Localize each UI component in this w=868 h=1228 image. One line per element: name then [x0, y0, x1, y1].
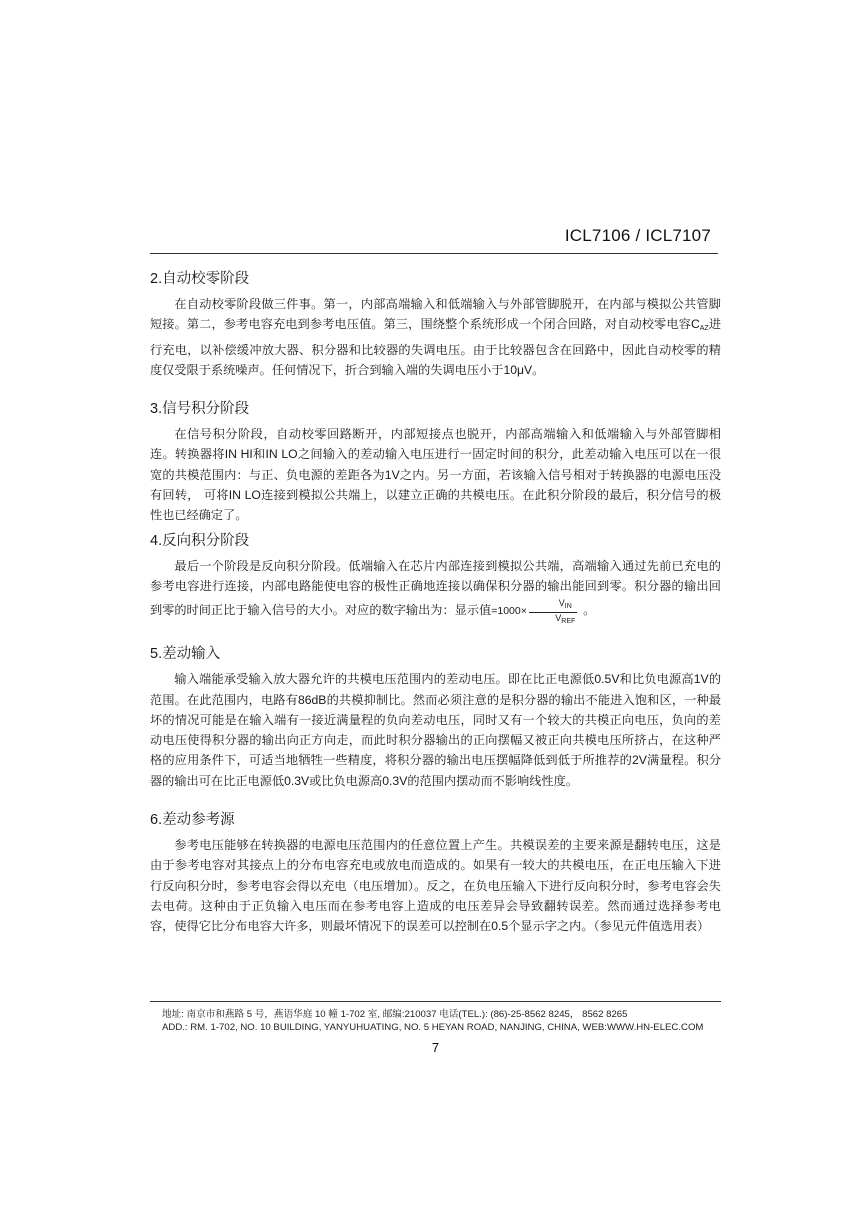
text-run: 满量程。积分器的输出可在比正电源低: [150, 753, 722, 788]
section-number: 3.: [150, 401, 163, 418]
section-paragraph: [150, 835, 721, 936]
section-signal-integrate: [150, 398, 721, 525]
text-run: 连接到模拟公共端上，以建立正确的共模电压。在此积分阶段的最后，积分信号的极性也已经确定了。: [150, 488, 722, 523]
section-title: 信号积分阶段: [162, 401, 250, 418]
symbol-c: C: [690, 317, 700, 332]
term: 0.3V: [284, 773, 310, 788]
text-run: 之内。另一方面，若该输入信号相对于转换器的电源电压没有回转， 可将: [150, 467, 722, 503]
section-heading: [150, 809, 721, 831]
text-run: 参考电压能够在转换器的电源电压范围内的任意位置上产生。共模误差的主要来源是翻转电压，这是由于参考电容对其接点上的分布电容充电或放电而造成的。如果有一较大的共模电压，在正电压输入下进行反向积分时，参考电容会得以充电（电压增加）。反之，在负电压输入下进行反向积分时，参考电容会失去电荷。这种由于正负输入电压而在参考电容上造成的电压差异会导致翻转误差。然而通过选择参考电容，使得它比分布电容大许多，则最坏情况下的误差可以控制在: [150, 838, 721, 934]
text-run: 。: [579, 603, 596, 618]
header-rule: [150, 253, 718, 254]
text-run: 的范围。在此范围内，电路有: [150, 672, 722, 707]
text-run: 和比负电源高: [619, 672, 694, 687]
footer-address-cn: 地址: 南京市和燕路 5 号，燕语华庭 10 幢 1-702 室, 邮编:210037 电话(TEL.): (86)-25-8562 8245， 8562 8265: [162, 1009, 628, 1020]
section-heading: [150, 643, 721, 665]
symbol-subscript: AZ: [699, 325, 709, 333]
section-number: 4.: [150, 532, 163, 549]
section-title: 自动校零阶段: [162, 271, 250, 287]
page-content: [150, 268, 721, 955]
term: 1V: [693, 672, 709, 687]
fraction: [529, 598, 577, 627]
section-heading: [150, 398, 721, 420]
text-run: 之间输入的差动输入电压进行一固定时间的积分，此差动输入电压可以在一很宽的共模范围内：与正、负电源的差距各为: [150, 447, 722, 482]
term: 1V: [384, 467, 400, 482]
section-paragraph: [150, 424, 721, 525]
text-run: 在自动校零阶段做三件事。第一，内部高端输入和低端输入与外部管脚脱开，在内部与模拟公共管脚短接。第二，参考电容充电到参考电压值。第三，围绕整个系统形成一个闭合回路，对自动校零电容: [150, 297, 721, 332]
section-paragraph: [150, 669, 721, 791]
fraction-numerator: [529, 598, 577, 613]
section-deintegrate: [150, 530, 721, 626]
section-auto-zero: [150, 268, 721, 380]
text-run: 最后一个阶段是反向积分阶段。低端输入在芯片内部连接到模拟公共端，高端输入通过先前已充电的参考电容进行连接，内部电路能使电容的极性正确地连接以确保积分器的输出能回到零。积分器的输出回到零的时间正比于输入信号的大小。对应的数字输出为：显示值: [150, 558, 721, 618]
text-run: 的共模抑制比。然而必须注意的是积分器的输出不能进入饱和区，一种最坏的情况可能是在输入端有一接近满量程的负向差动电压，同时又有一个较大的共模正向电压，负向的差动电压使得积分器的输出向正方向走，而此时积分器输出的正向摆幅又被正向共模电压所挤占，在这种严格的应用条件下，可适当地牺牲一些精度，将积分器的输出电压摆幅降低到低于所推荐的: [150, 692, 722, 768]
text-run: 输入端能承受输入放大器允许的共模电压范围内的差动电压。即在比正电源低: [174, 672, 595, 687]
page-number: 7: [431, 1040, 440, 1055]
term: IN HI: [224, 447, 253, 462]
term: 2V: [631, 753, 647, 768]
text-run: 在信号积分阶段，自动校零回路断开，内部短接点也脱开，内部高端输入和低端输入与外部管脚相连。转换器将: [150, 427, 721, 462]
term: IN LO: [228, 488, 261, 503]
frac-subscript: REF: [561, 618, 576, 626]
term: 0.5V: [594, 672, 620, 687]
section-paragraph: [150, 556, 721, 626]
section-number: 2.: [150, 271, 163, 287]
section-title: 反向积分阶段: [162, 532, 250, 549]
text-run: 和: [252, 447, 266, 462]
footer-rule: [150, 1001, 721, 1002]
text-run: 个显示字之内。（参见元件值选用表）: [508, 919, 710, 934]
section-number: 5.: [150, 646, 163, 663]
header-title: ICL7106 / ICL7107: [564, 226, 711, 245]
page-footer: [150, 1001, 721, 1055]
section-differential-input: [150, 643, 721, 791]
frac-subscript: IN: [564, 603, 572, 611]
section-title: 差动输入: [162, 646, 221, 663]
formula-prefix: =1000×: [491, 605, 527, 618]
term: IN LO: [265, 447, 298, 462]
page-header: [0, 226, 868, 250]
text-run: 或比负电源高: [309, 773, 383, 788]
section-title: 差动参考源: [162, 812, 235, 829]
section-paragraph: [150, 294, 721, 380]
section-heading: [150, 268, 721, 290]
section-heading: [150, 530, 721, 552]
text-run: 的范围内摆动而不影响线性度。: [407, 773, 578, 788]
footer-address-en: ADD.: RM. 1-702, NO. 10 BUILDING, YANYUHUATING, NO. 5 HEYAN ROAD, NANJING, CHINA, WEB:WWW.HN-ELEC.COM: [162, 1022, 704, 1033]
text-run: 进行充电，以补偿缓冲放大器、积分器和比较器的失调电压。由于比较器包含在回路中，因此自动校零的精度仅受限于系统噪声。任何情况下，折合到输入端的失调电压小于: [150, 317, 722, 377]
term: 86dB: [297, 692, 327, 707]
section-number: 6.: [150, 812, 163, 829]
term: 0.5: [491, 919, 509, 934]
frac-symbol: V: [558, 598, 565, 609]
frac-symbol: V: [555, 613, 562, 624]
text-run: 。: [532, 362, 545, 377]
fraction-denominator: [529, 613, 577, 627]
section-differential-reference: [150, 809, 721, 936]
term: 0.3V: [382, 773, 408, 788]
value: 10μV: [503, 362, 533, 377]
